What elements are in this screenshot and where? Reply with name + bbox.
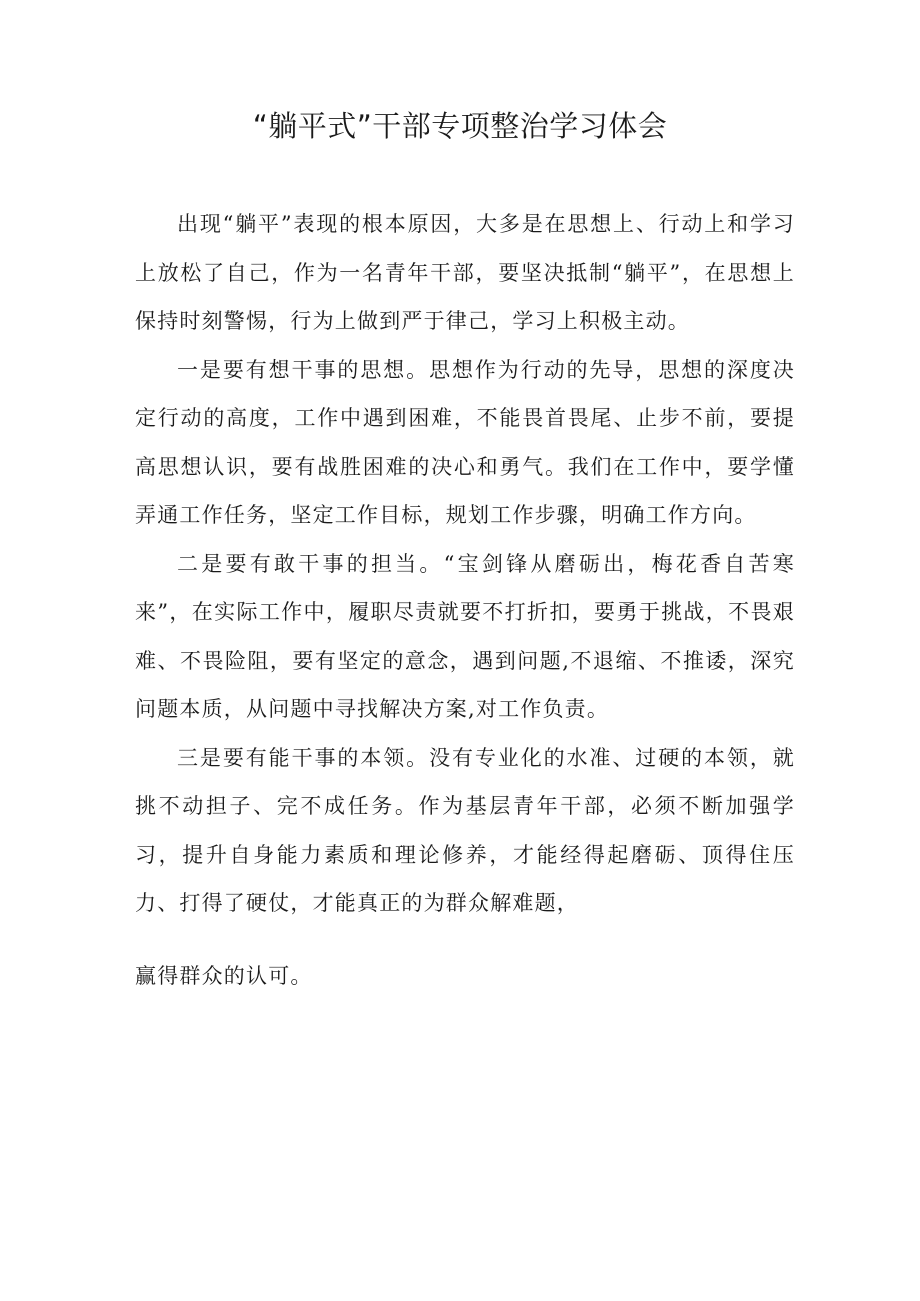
paragraph-point-three: 三是要有能干事的本领。没有专业化的水准、过硬的本领，就挑不动担子、完不成任务。作为基层青年干部，必须不断加强学习，提升自身能力素质和理论修养，才能经得起磨砺、顶得住压力、打得了硬仗，才能真正的为群众解难题，	[135, 745, 795, 915]
paragraph-point-two: 二是要有敢干事的担当。“宝剑锋从磨砺出，梅花香自苦寒来”，在实际工作中，履职尽责就要不打折扣，要勇于挑战，不畏艰难、不畏险阻，要有坚定的意念，遇到问题,不退缩、不推诿，深究问题本质，从问题中寻找解决方案,对工作负责。	[135, 551, 795, 721]
document-body	[135, 200, 795, 1000]
document-title: “躺平式”干部专项整治学习体会	[252, 109, 668, 143]
closing-line: 赢得群众的认可。	[135, 963, 313, 988]
paragraph-intro: 出现“躺平”表现的根本原因，大多是在思想上、行动上和学习上放松了自己，作为一名青年干部，要坚决抵制“躺平”，在思想上保持时刻警惕，行为上做到严于律己，学习上积极主动。	[135, 212, 795, 333]
paragraph-point-one: 一是要有想干事的思想。思想作为行动的先导，思想的深度决定行动的高度，工作中遇到困难，不能畏首畏尾、止步不前，要提高思想认识，要有战胜困难的决心和勇气。我们在工作中，要学懂弄通工作任务，坚定工作目标，规划工作步骤，明确工作方向。	[135, 357, 795, 527]
